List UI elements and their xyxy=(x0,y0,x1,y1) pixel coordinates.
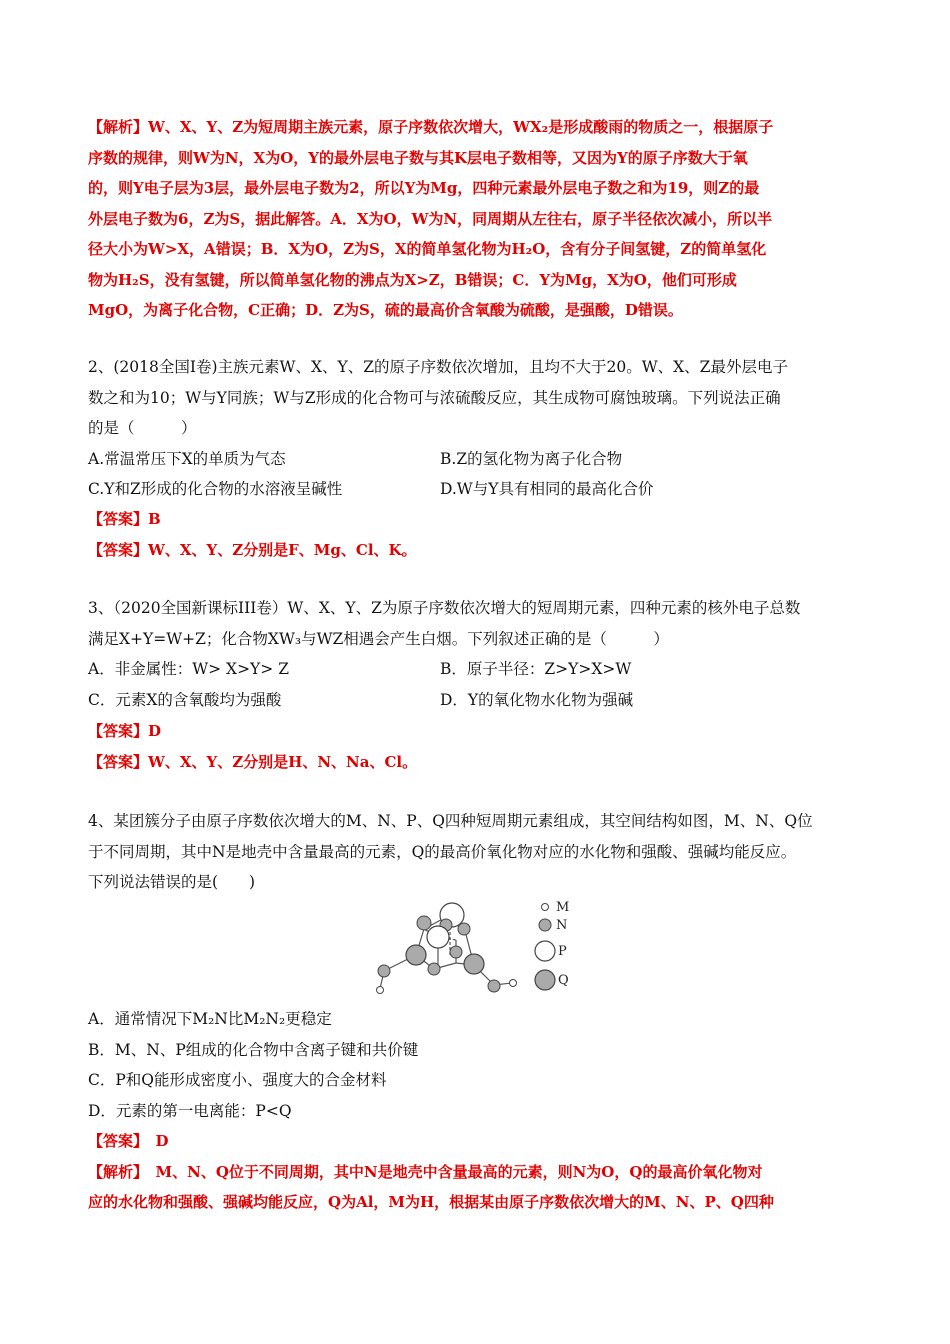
legend-m-label: M xyxy=(556,900,570,915)
question-2 xyxy=(88,352,878,505)
question-3 xyxy=(88,593,878,715)
answer-note: 【答案】W、X、Y、Z分别是H、N、Na、Cl。 xyxy=(88,752,418,771)
legend-n-symbol xyxy=(539,919,551,931)
analysis-line: MgO，为离子化合物，C正确；D．Z为S，硫的最高价含氧酸为硫酸，是强酸，D错误。 xyxy=(88,301,683,319)
analysis-line: 【解析】 M、N、Q位于不同周期，其中N是地壳中含量最高的元素，则N为O，Q的最高价氧化物对 xyxy=(88,1162,763,1181)
option-c: C.Y和Z形成的化合物的水溶液呈碱性 xyxy=(88,480,343,498)
atom-m xyxy=(510,980,517,987)
analysis-line: 径大小为W>X，A错误；B．X为O，Z为S，X的简单氢化物为H₂O，含有分子间氢键，Z的简单氢化 xyxy=(88,240,767,258)
legend-p-symbol xyxy=(535,941,555,961)
question-stem: 4、某团簇分子由原子序数依次增大的M、N、P、Q四种短周期元素组成，其空间结构如图，M、N、Q位 xyxy=(88,812,813,830)
q4-options xyxy=(88,1004,878,1126)
option-a: A．通常情况下M₂N比M₂N₂更稳定 xyxy=(88,1010,332,1028)
analysis-line: 物为H₂S，没有氢键，所以简单氢化物的沸点为X>Z，B错误；C．Y为Mg，X为O，他们可形成 xyxy=(88,270,737,289)
analysis-line: 的，则Y电子层为3层，最外层电子数为2，所以Y为Mg，四种元素最外层电子数之和为19，则Z的最 xyxy=(88,179,760,197)
atom-n xyxy=(378,965,390,977)
legend-p-label: P xyxy=(558,944,567,959)
atom-n xyxy=(417,916,431,930)
option-a: A．非金属性：W> X>Y> Z xyxy=(88,660,289,678)
option-a: A.常温常压下X的单质为气态 xyxy=(88,449,286,468)
answer: 【答案】B xyxy=(88,510,161,528)
q2-answer-block xyxy=(88,504,878,565)
question-stem: 3、（2020全国新课标III卷）W、X、Y、Z为原子序数依次增大的短周期元素，四种元素的核外电子总数 xyxy=(88,599,801,617)
option-b: B.Z的氢化物为离子化合物 xyxy=(440,449,623,468)
legend-m-symbol xyxy=(542,904,549,911)
atom-n xyxy=(488,980,500,992)
atom-q xyxy=(406,945,426,965)
atom-n xyxy=(428,963,440,975)
legend-q-symbol xyxy=(535,970,555,990)
question-stem: 满足X+Y=W+Z；化合物XW₃与WZ相遇会产生白烟。下列叙述正确的是（ ） xyxy=(88,629,669,648)
legend-n-label: N xyxy=(556,918,568,933)
question-stem: 2、(2018全国Ⅰ卷)主族元素W、X、Y、Z的原子序数依次增加，且均不大于20。W、X、Z最外层电子 xyxy=(88,358,788,376)
cluster-structure-figure xyxy=(370,895,580,1000)
option-b: B．原子半径：Z>Y>X>W xyxy=(440,660,632,678)
question-stem: 于不同周期，其中N是地壳中含量最高的元素，Q的最高价氧化物对应的水化物和强酸、强碱均能反应。 xyxy=(88,842,797,861)
option-row xyxy=(88,654,878,685)
option-b: B．M、N、P组成的化合物中含离子键和共价键 xyxy=(88,1040,419,1059)
option-c: C．P和Q能形成密度小、强度大的合金材料 xyxy=(88,1071,387,1089)
option-d: D．Y的氧化物水化物为强碱 xyxy=(440,690,634,709)
q4-answer-block xyxy=(88,1126,878,1218)
atom-n xyxy=(458,923,470,935)
atom-p xyxy=(427,926,449,948)
option-row xyxy=(88,444,878,475)
option-d: D.W与Y具有相同的最高化合价 xyxy=(440,480,654,498)
answer-note: 【答案】W、X、Y、Z分别是F、Mg、Cl、K。 xyxy=(88,540,417,559)
analysis-intro xyxy=(88,112,878,326)
question-stem: 的是（ ） xyxy=(88,419,197,437)
atom-m xyxy=(377,987,384,994)
answer: 【答案】D xyxy=(88,722,162,740)
option-d: D．元素的第一电离能：P<Q xyxy=(88,1101,292,1120)
question-stem: 下列说法错误的是( ) xyxy=(88,873,256,891)
answer: 【答案】 D xyxy=(88,1132,169,1150)
analysis-line: 应的水化物和强酸、强碱均能反应，Q为Al，M为H，根据某由原子序数依次增大的M、N、P、Q四种 xyxy=(88,1193,774,1211)
atom-q xyxy=(464,954,484,974)
atom-n xyxy=(450,946,462,958)
analysis-line: 【解析】W、X、Y、Z为短周期主族元素，原子序数依次增大，WX₂是形成酸雨的物质之一，根据原子 xyxy=(88,118,774,136)
analysis-line: 外层电子数为6，Z为S，据此解答。A．X为O，W为N，同周期从左往右，原子半径依次减小，所以半 xyxy=(88,209,773,228)
analysis-line: 序数的规律，则W为N，X为O，Y的最外层电子数与其K层电子数相等，又因为Y的原子序数大于氧 xyxy=(88,148,748,167)
option-row xyxy=(88,474,878,505)
question-stem: 数之和为10；W与Y同族；W与Z形成的化合物可与浓硫酸反应，其生成物可腐蚀玻璃。下列说法正确 xyxy=(88,388,781,407)
question-4 xyxy=(88,806,878,898)
option-c: C．元素X的含氧酸均为强酸 xyxy=(88,690,282,709)
q3-answer-block xyxy=(88,716,878,777)
legend-q-label: Q xyxy=(558,973,569,988)
option-row xyxy=(88,685,878,716)
